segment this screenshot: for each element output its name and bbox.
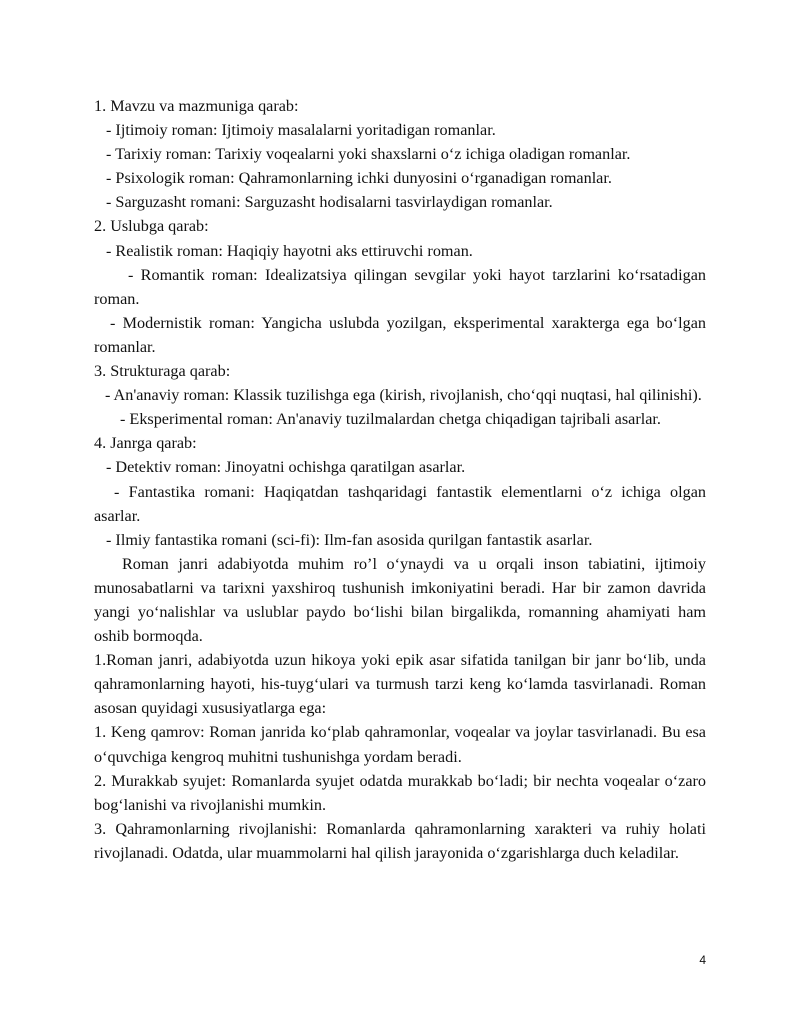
document-body: [94, 94, 706, 865]
list-item: - Psixologik roman: Qahramonlarning ichki dunyosini o‘rganadigan romanlar.: [106, 169, 612, 188]
body-paragraph: Roman janri adabiyotda muhim ro’l o‘ynaydi va u orqali inson tabiatini, ijtimoiy munosabatlarni va tarixni yaxshiroq tushunish imkoniyatini beradi. Har bir zamon davrida yangi yo‘nalishlar va uslublar paydo bo‘lishi bilan birgalikda, romanning ahamiyati ham oshib bormoqda.: [94, 554, 706, 646]
list-item: - Detektiv roman: Jinoyatni ochishga qaratilgan asarlar.: [106, 458, 466, 477]
list-item: - Eksperimental roman: An'anaviy tuzilmalardan chetga chiqadigan tajribali asarlar.: [120, 410, 661, 429]
page-number: 4: [699, 953, 706, 967]
list-heading: 1. Mavzu va mazmuniga qarab:: [94, 97, 299, 115]
list-item: - Sarguzasht romani: Sarguzasht hodisalarni tasvirlaydigan romanlar.: [106, 193, 553, 212]
list-item: - Realistik roman: Haqiqiy hayotni aks ettiruvchi roman.: [106, 241, 473, 260]
numbered-paragraph: 2. Murakkab syujet: Romanlarda syujet odatda murakkab bo‘ladi; bir nechta voqealar o‘zaro bog‘lanishi va rivojlanishi mumkin.: [94, 771, 706, 814]
list-heading: 3. Strukturaga qarab:: [94, 362, 231, 381]
list-item: - Fantastika romani: Haqiqatdan tashqaridagi fantastik elementlarni o‘z ichiga olgan asarlar.: [94, 482, 706, 525]
list-item: - Ijtimoiy roman: Ijtimoiy masalalarni yoritadigan romanlar.: [106, 121, 496, 140]
list-item: - Romantik roman: Idealizatsiya qilingan sevgilar yoki hayot tarzlarini ko‘rsatadigan roman.: [94, 265, 706, 308]
body-paragraph: 1.Roman janri, adabiyotda uzun hikoya yoki epik asar sifatida tanilgan bir janr bo‘lib, unda qahramonlarning hayoti, his-tuyg‘ulari va turmush tarzi keng ko‘lamda tasvirlanadi. Roman asosan quyidagi xususiyatlarga ega:: [94, 651, 706, 718]
list-item: - Modernistik roman: Yangicha uslubda yozilgan, eksperimental xarakterga ega bo‘lgan romanlar.: [94, 313, 706, 356]
list-item: - An'anaviy roman: Klassik tuzilishga ega (kirish, rivojlanish, cho‘qqi nuqtasi, hal qilinishi).: [105, 386, 702, 405]
list-item: - Tarixiy roman: Tarixiy voqealarni yoki shaxslarni o‘z ichiga oladigan romanlar.: [106, 145, 631, 164]
list-item: - Ilmiy fantastika romani (sci-fi): Ilm-fan asosida qurilgan fantastik asarlar.: [106, 530, 593, 549]
list-heading: 4. Janrga qarab:: [94, 434, 197, 453]
list-heading: 2. Uslubga qarab:: [94, 217, 209, 236]
numbered-paragraph: 3. Qahramonlarning rivojlanishi: Romanlarda qahramonlarning xarakteri va ruhiy holati rivojlanadi. Odatda, ular muammolarni hal qilish jarayonida o‘zgarishlarga duch keladilar.: [94, 819, 706, 862]
numbered-paragraph: 1. Keng qamrov: Roman janrida ko‘plab qahramonlar, voqealar va joylar tasvirlanadi. Bu esa o‘quvchiga kengroq muhitni tushunishga yordam beradi.: [94, 723, 706, 766]
